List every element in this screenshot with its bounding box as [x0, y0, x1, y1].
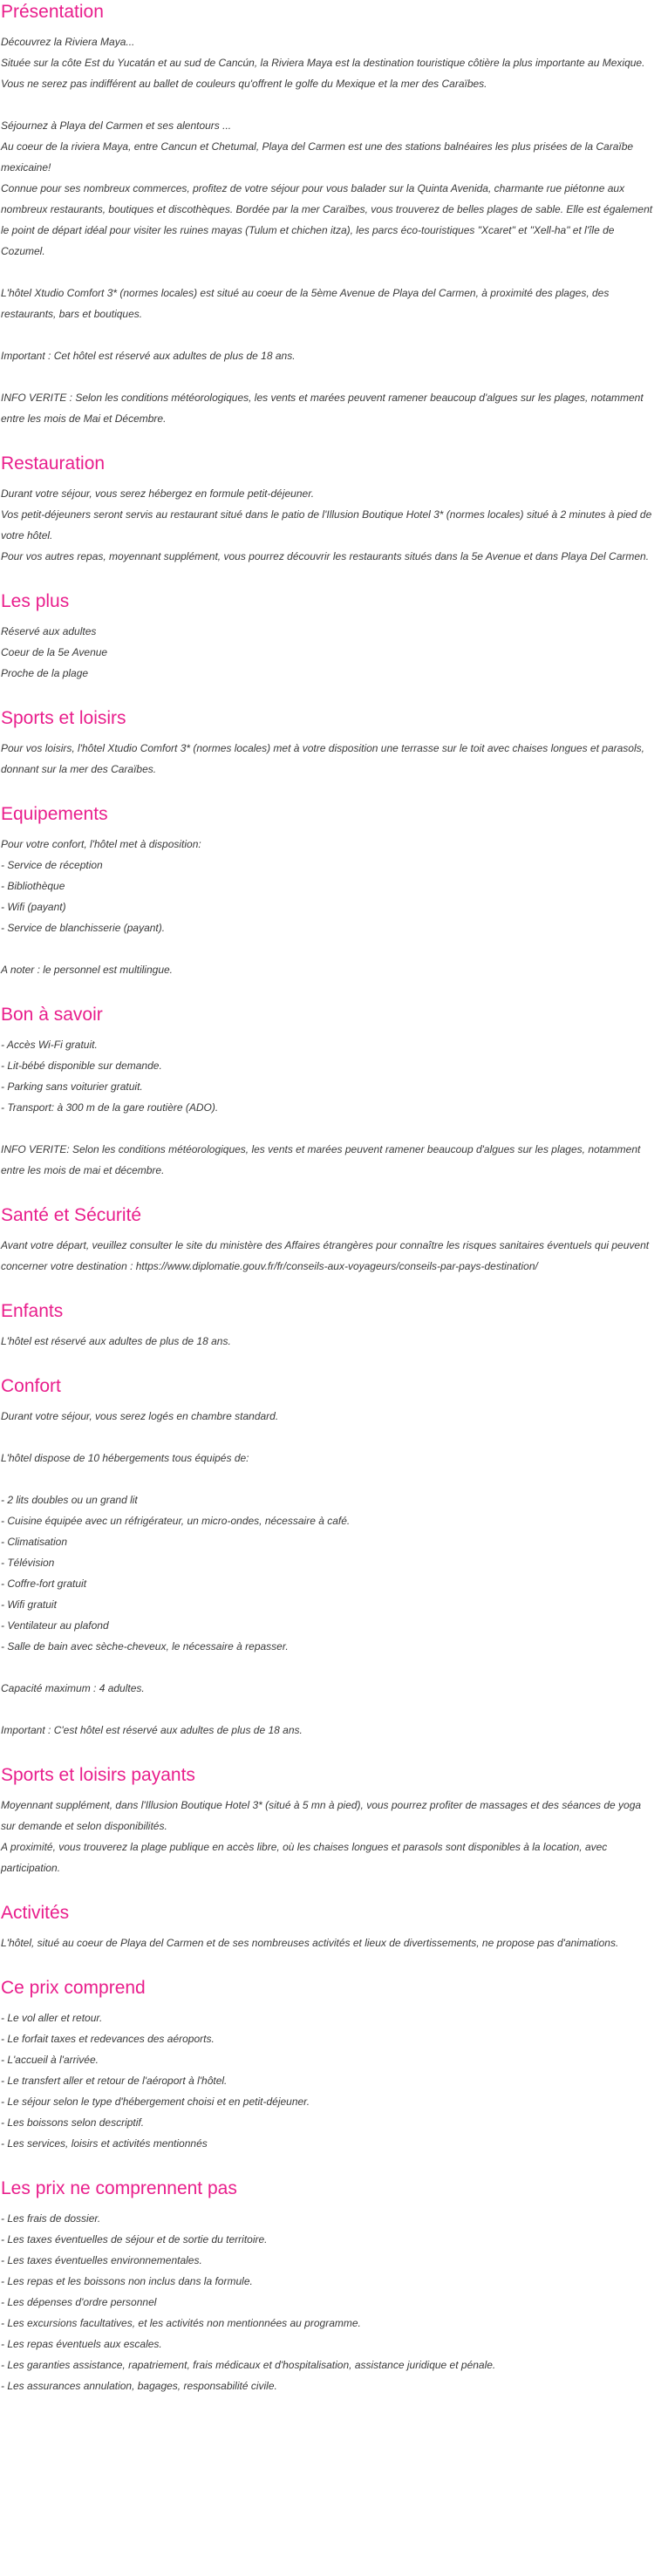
section-title: Sports et loisirs payants [1, 1765, 195, 1785]
section-title: Ce prix comprend [1, 1978, 146, 1998]
section-title: Equipements [1, 804, 108, 824]
paragraph: Pour vos loisirs, l'hôtel Xtudio Comfort 3* (normes locales) met à votre disposition une terrasse sur le toit avec chaises longues et parasols, donnant sur la mer des Caraïbes. [1, 742, 644, 775]
paragraph: - Cuisine équipée avec un réfrigérateur, un micro-ondes, nécessaire à café. [1, 1515, 351, 1527]
paragraph: - Service de blanchisserie (payant). [1, 922, 166, 934]
paragraph: INFO VERITE: Selon les conditions météorologiques, les vents et marées peuvent ramener beaucoup d'algues sur les plages, notamment entre les mois de mai et décembre. [1, 1143, 641, 1176]
paragraph: L'hôtel dispose de 10 hébergements tous équipés de: [1, 1452, 249, 1464]
section-sports-et-loisirs-payants [1, 1763, 654, 1878]
paragraph: - Bibliothèque [1, 880, 65, 892]
section-title: Activités [1, 1903, 70, 1923]
paragraph: Vos petit-déjeuners seront servis au restaurant situé dans le patio de l'Illusion Boutique Hotel 3* (normes locales) situé à 2 minutes à pied de votre hôtel. [1, 508, 652, 542]
paragraph: Moyennant supplément, dans l'Illusion Boutique Hotel 3* (situé à 5 mn à pied), vous pourrez profiter de massages et des séances de yoga sur demande et selon disponibilités. [1, 1799, 642, 1832]
section-body [1, 1235, 654, 1277]
paragraph: Réservé aux adultes [1, 625, 97, 637]
paragraph: Avant votre départ, veuillez consulter le site du ministère des Affaires étrangères pour connaître les risques sanitaires éventuels qui peuvent concerner votre destination : https://www.diplomatie.gouv.fr/fr/conseils-aux-voyageurs/conseils-par-pays-destination/ [1, 1239, 650, 1272]
paragraph-spacer [1, 262, 654, 283]
paragraph: - Coffre-fort gratuit [1, 1578, 87, 1590]
paragraph: Durant votre séjour, vous serez logés en chambre standard. [1, 1410, 279, 1422]
section-body [1, 1034, 654, 1181]
paragraph: - Le forfait taxes et redevances des aéroports. [1, 2033, 215, 2045]
paragraph: - Lit-bébé disponible sur demande. [1, 1060, 162, 1072]
section-body [1, 2007, 654, 2154]
section-les-plus [1, 589, 654, 684]
section-title: Présentation [1, 2, 104, 22]
paragraph: - Les dépenses d'ordre personnel [1, 2296, 157, 2308]
section-presentation [1, 0, 654, 429]
paragraph: L'hôtel Xtudio Comfort 3* (normes locales) est situé au coeur de la 5ème Avenue de Playa del Carmen, à proximité des plages, des restaurants, bars et boutiques. [1, 287, 610, 320]
section-body [1, 1932, 654, 1953]
paragraph: - 2 lits doubles ou un grand lit [1, 1494, 138, 1506]
paragraph-spacer [1, 1699, 654, 1720]
paragraph: - Les boissons selon descriptif. [1, 2116, 145, 2129]
section-body [1, 834, 654, 980]
paragraph: - Les garanties assistance, rapatriement, frais médicaux et d'hospitalisation, assistance juridique et pénale. [1, 2359, 496, 2371]
paragraph: Découvrez la Riviera Maya... [1, 36, 135, 48]
section-title: Santé et Sécurité [1, 1205, 142, 1225]
section-title: Bon à savoir [1, 1005, 103, 1025]
paragraph-spacer [1, 1427, 654, 1448]
section-enfants [1, 1299, 654, 1352]
paragraph: L'hôtel, situé au coeur de Playa del Carmen et de ses nombreuses activités et lieux de divertissements, ne propose pas d'animations. [1, 1937, 619, 1949]
paragraph: - Le séjour selon le type d'hébergement choisi et en petit-déjeuner. [1, 2096, 310, 2108]
section-title: Les plus [1, 591, 70, 611]
paragraph: Capacité maximum : 4 adultes. [1, 1682, 145, 1694]
paragraph: - Le vol aller et retour. [1, 2012, 103, 2024]
section-confort [1, 1374, 654, 1741]
section-activites [1, 1901, 654, 1953]
paragraph: - Les frais de dossier. [1, 2212, 101, 2225]
paragraph: - Les repas et les boissons non inclus dans la formule. [1, 2275, 253, 2287]
paragraph-spacer [1, 366, 654, 387]
paragraph: - Climatisation [1, 1536, 68, 1548]
section-body [1, 738, 654, 780]
paragraph: - Ventilateur au plafond [1, 1619, 109, 1632]
section-bon-a-savoir [1, 1003, 654, 1181]
paragraph: Proche de la plage [1, 667, 89, 679]
section-title: Sports et loisirs [1, 708, 126, 728]
paragraph: Pour votre confort, l'hôtel met à disposition: [1, 838, 201, 850]
paragraph: Coeur de la 5e Avenue [1, 646, 108, 658]
paragraph: - Les repas éventuels aux escales. [1, 2338, 162, 2350]
paragraph: A noter : le personnel est multilingue. [1, 964, 173, 976]
paragraph: Au coeur de la riviera Maya, entre Cancun et Chetumal, Playa del Carmen est une des stations balnéaires les plus prisées de la Caraïbe mexicaine! [1, 140, 634, 174]
paragraph-spacer [1, 1469, 654, 1489]
section-equipements [1, 802, 654, 980]
paragraph: - Les excursions facultatives, et les activités non mentionnées au programme. [1, 2317, 361, 2329]
paragraph: Connue pour ses nombreux commerces, profitez de votre séjour pour vous balader sur la Quinta Avenida, charmante rue piétonne aux nombreux restaurants, boutiques et discothèques. Bordée par la mer Caraïbes, vous trouverez de belles plages de sable. Elle est également le point de départ idéal pour visiter les ruines mayas (Tulum et chichen itza), les parcs éco-touristiques "Xcaret" et "Xell-ha" et l'île de Cozumel. [1, 182, 653, 257]
paragraph: - Salle de bain avec sèche-cheveux, le nécessaire à repasser. [1, 1640, 289, 1653]
paragraph: Séjournez à Playa del Carmen et ses alentours ... [1, 119, 232, 132]
paragraph: L'hôtel est réservé aux adultes de plus de 18 ans. [1, 1335, 231, 1347]
paragraph: - Wifi (payant) [1, 901, 66, 913]
paragraph: - Les assurances annulation, bagages, responsabilité civile. [1, 2380, 277, 2392]
section-body [1, 2208, 654, 2396]
section-body [1, 483, 654, 567]
paragraph: - Les taxes éventuelles environnementales. [1, 2254, 202, 2266]
section-sports-et-loisirs [1, 706, 654, 780]
section-body [1, 31, 654, 429]
paragraph: - Les taxes éventuelles de séjour et de sortie du territoire. [1, 2233, 268, 2245]
section-body [1, 1331, 654, 1352]
paragraph: A proximité, vous trouverez la plage publique en accès libre, où les chaises longues et parasols sont disponibles à la location, avec participation. [1, 1841, 608, 1874]
paragraph: Pour vos autres repas, moyennant supplément, vous pourrez découvrir les restaurants situés dans la 5e Avenue et dans Playa Del Carmen. [1, 550, 650, 562]
paragraph: - Les services, loisirs et activités mentionnés [1, 2137, 208, 2150]
paragraph-spacer [1, 938, 654, 959]
section-restauration [1, 452, 654, 567]
paragraph: Située sur la côte Est du Yucatán et au sud de Cancún, la Riviera Maya est la destination touristique côtière la plus importante au Mexique. Vous ne serez pas indifférent au ballet de couleurs qu'offrent le golfe du Mexique et la mer des Caraïbes. [1, 57, 645, 90]
section-title: Restauration [1, 453, 106, 474]
paragraph-spacer [1, 94, 654, 115]
paragraph: - Télévision [1, 1557, 55, 1569]
section-ce-prix-comprend [1, 1976, 654, 2154]
section-title: Les prix ne comprennent pas [1, 2178, 237, 2198]
paragraph: - Parking sans voiturier gratuit. [1, 1080, 143, 1093]
paragraph-spacer [1, 1657, 654, 1678]
paragraph-spacer [1, 1118, 654, 1139]
paragraph: - Service de réception [1, 859, 103, 871]
section-les-prix-ne-comprennent-pas [1, 2177, 654, 2396]
section-sante-et-securite [1, 1203, 654, 1277]
section-title: Enfants [1, 1301, 64, 1321]
section-body [1, 621, 654, 684]
paragraph: - Le transfert aller et retour de l'aéroport à l'hôtel. [1, 2075, 228, 2087]
paragraph: - L'accueil à l'arrivée. [1, 2054, 99, 2066]
paragraph: Important : C'est hôtel est réservé aux adultes de plus de 18 ans. [1, 1724, 303, 1736]
paragraph: - Transport: à 300 m de la gare routière (ADO). [1, 1101, 219, 1114]
paragraph-spacer [1, 324, 654, 345]
paragraph: Durant votre séjour, vous serez hébergez en formule petit-déjeuner. [1, 487, 315, 500]
paragraph: - Wifi gratuit [1, 1598, 57, 1611]
paragraph: Important : Cet hôtel est réservé aux adultes de plus de 18 ans. [1, 350, 296, 362]
paragraph: INFO VERITE : Selon les conditions météorologiques, les vents et marées peuvent ramener beaucoup d'algues sur les plages, notamment entre les mois de Mai et Décembre. [1, 392, 644, 425]
paragraph: - Accès Wi-Fi gratuit. [1, 1039, 98, 1051]
section-body [1, 1406, 654, 1741]
section-body [1, 1795, 654, 1878]
section-title: Confort [1, 1376, 61, 1396]
